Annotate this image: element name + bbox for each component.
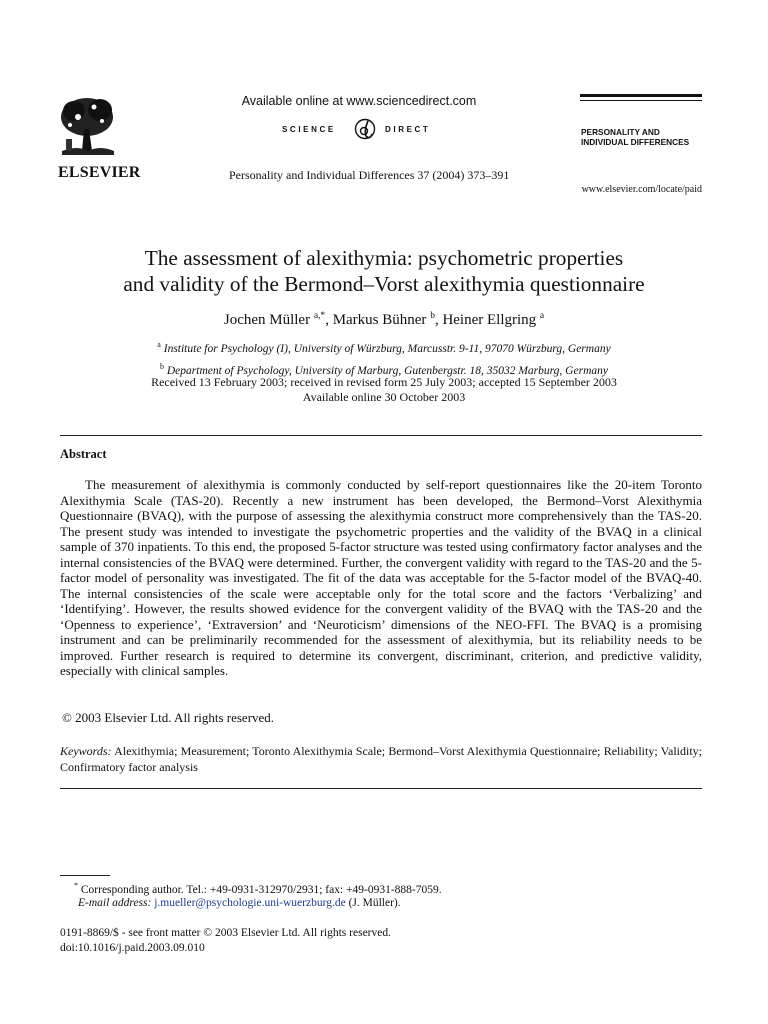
email-suffix: (J. Müller). — [348, 897, 401, 909]
article-dates — [40, 375, 728, 405]
corresponding-author-text: Corresponding author. Tel.: +49-0931-312970/2931; fax: +49-0931-888-7059. — [80, 883, 442, 896]
abstract-copyright: © 2003 Elsevier Ltd. All rights reserved. — [62, 710, 275, 725]
keywords — [60, 744, 702, 775]
author-affiliation-mark[interactable]: b — [430, 311, 435, 321]
author-name: Heiner Ellgring — [442, 312, 537, 328]
journal-citation: Personality and Individual Differences 37 (2004) 373–391 — [229, 168, 510, 182]
author-list: Jochen Müller $^{a,*}$, Markus Bühner $^b$, Heiner Ellgring $^a$ — [223, 311, 545, 328]
author-affiliation-mark[interactable]: a,* — [313, 311, 326, 321]
journal-rule-thin — [580, 100, 702, 101]
email-label: E-mail address: — [78, 897, 152, 909]
footnote-rule — [60, 875, 110, 876]
author-name: Jochen Müller — [223, 312, 311, 328]
received-dates: Received 13 February 2003; received in revised form 25 July 2003; accepted 15 September 2003 — [151, 375, 617, 389]
sciencedirect-left-word: SCIENCE — [282, 125, 336, 134]
abstract-bottom-rule — [60, 788, 702, 789]
email-footnote — [78, 897, 401, 909]
doi-link[interactable]: doi:10.1016/j.paid.2003.09.010 — [60, 942, 205, 954]
elsevier-tree-logo — [58, 95, 116, 157]
journal-name-line2: INDIVIDUAL DIFFERENCES — [581, 137, 690, 147]
issn-line: 0191-8869/$ - see front matter © 2003 Elsevier Ltd. All rights reserved. — [60, 927, 391, 939]
author-name: Markus Bühner — [332, 312, 427, 328]
keywords-list: Alexithymia; Measurement; Toronto Alexithymia Scale; Bermond–Vorst Alexithymia Questionnaire; Reliability; Validity; Confirmatory factor analysis — [60, 744, 703, 774]
abstract-body — [60, 477, 702, 679]
keywords-label: Keywords: — [60, 744, 112, 758]
sciencedirect-right-word: DIRECT — [385, 125, 431, 134]
publisher-name: ELSEVIER — [58, 164, 141, 181]
article-title — [40, 245, 728, 297]
abstract-top-rule — [60, 435, 702, 436]
corresponding-author-footnote — [74, 881, 442, 896]
journal-name — [581, 127, 711, 147]
title-line-1: The assessment of alexithymia: psychometric properties — [144, 246, 624, 270]
affiliations — [40, 336, 728, 380]
journal-rule-thick — [580, 94, 702, 97]
available-online-date: Available online 30 October 2003 — [302, 390, 466, 404]
affiliation-b: $^b$ Department of Psychology, University of Marburg, Gutenbergstr. 18, 35032 Marburg, Germany — [160, 361, 608, 377]
abstract-heading: Abstract — [60, 447, 107, 461]
affiliation-a: $^a$ Institute for Psychology (I), University of Würzburg, Marcusstr. 9-11, 97070 Würzburg, Germany — [157, 340, 611, 355]
journal-name-line1: PERSONALITY AND — [581, 127, 660, 137]
available-online-text: Available online at www.sciencedirect.com — [241, 94, 477, 108]
footnote-mark: * — [74, 881, 78, 890]
journal-url-link[interactable]: www.elsevier.com/locate/paid — [581, 184, 702, 195]
title-line-2: and validity of the Bermond–Vorst alexithymia questionnaire — [123, 272, 645, 296]
abstract-paragraph: The measurement of alexithymia is commonly conducted by self-report questionnaires like the 20-item Toronto Alexithymia Scale (TAS-20). Recently a new instrument has been developed, the Bermond–Vorst Alexithymia Questionnaire (BVAQ), with the purpose of assessing the alexithymia construct more comprehensively than the TAS-20. The present study was intended to investigate the psychometric properties and the validity of the BVAQ in a clinical sample of 370 inpatients. To this end, the proposed 5-factor structure was tested using confirmatory factor analyses and the internal consistencies of the BVAQ were determined. Further, the convergent validity with regard to the TAS-20 and the 5-factor model of personality was investigated. The fit of the data was acceptable for the 5-factor model of the BVAQ-40. The internal consistencies of the scale were acceptable only for the total score and the factors ‘Verbalizing’ and ‘Identifying’. However, the results showed evidence for the convergent validity of the BVAQ with the TAS-20 and the ‘Openness to experience’, ‘Extraversion’ and ‘Neuroticism’ dimensions of the NEO-FFI. The BVAQ is a promising instrument and can be preliminarily recommended for the assessment of alexithymia, but its reliability needs to be improved. Further research is required to determine its convergent, discriminant, criterion, and predictive validity, especially with clinical samples. — [60, 477, 702, 678]
email-link[interactable]: j.mueller@psychologie.uni-wuerzburg.de — [154, 897, 346, 909]
author-affiliation-mark[interactable]: a — [539, 311, 545, 321]
